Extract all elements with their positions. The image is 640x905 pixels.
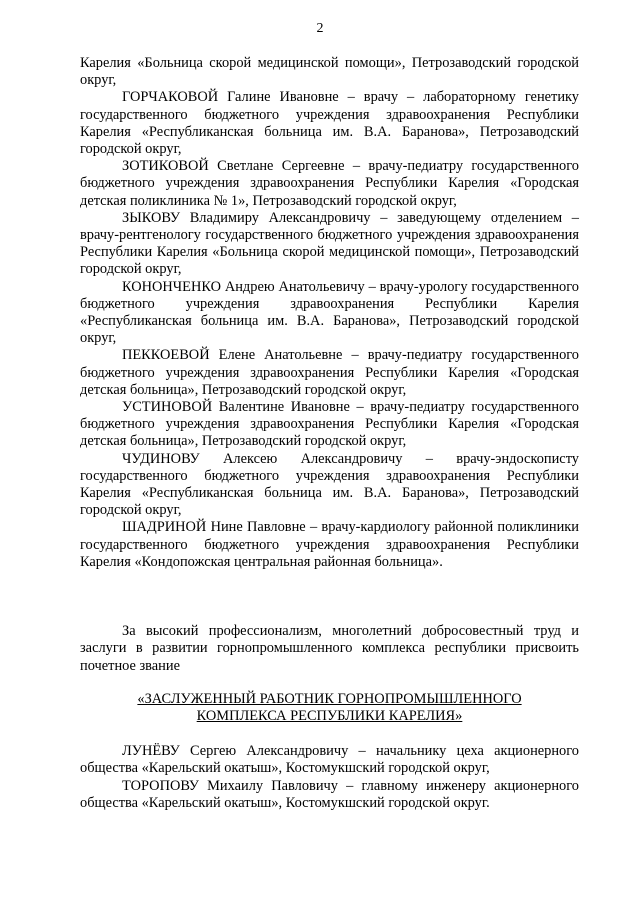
award-intro-paragraph: За высокий профессионализм, многолетний добросовестный труд и заслуги в развитии горнопромышленного комплекса республики присвоить почетное звание: [80, 623, 579, 674]
awardee-paragraph-continued: Карелия «Больница скорой медицинской помощи», Петрозаводский городской округ,: [80, 55, 579, 89]
awardee-paragraph-ustinova: УСТИНОВОЙ Валентине Ивановне – врачу-педиатру государственного бюджетного учреждения здравоохранения Республики Карелия «Городская детская больница», Петрозаводский городской округ,: [80, 399, 579, 450]
honorary-title-line-2: КОМПЛЕКСА РЕСПУБЛИКИ КАРЕЛИЯ»: [196, 707, 463, 724]
title-spacer-bottom: [80, 725, 579, 743]
page-number: 2: [316, 21, 324, 36]
awardee-paragraph-zotikova: ЗОТИКОВОЙ Светлане Сергеевне – врачу-педиатру государственного бюджетного учреждения здравоохранения Республики Карелия «Городская детская поликлиника № 1», Петрозаводский городской округ,: [80, 158, 579, 209]
awardee-paragraph-lunev: ЛУНЁВУ Сергею Александровичу – начальнику цеха акционерного общества «Карельский окатыш», Костомукшский городской округ,: [80, 743, 579, 777]
honorary-title-line-1: «ЗАСЛУЖЕННЫЙ РАБОТНИК ГОРНОПРОМЫШЛЕННОГО: [137, 690, 522, 707]
document-body: [80, 55, 579, 812]
awardee-paragraph-shadrina: ШАДРИНОЙ Нине Павловне – врачу-кардиологу районной поликлиники государственного бюджетного учреждения здравоохранения Республики Карелия «Кондопожская центральная районная больница».: [80, 519, 579, 570]
section-spacer: [80, 571, 579, 623]
awardee-paragraph-chudinov: ЧУДИНОВУ Алексею Александровичу – врачу-эндоскописту государственного бюджетного учреждения здравоохранения Республики Карелия «Республиканская больница им. В.А. Баранова», Петрозаводский городской округ,: [80, 450, 579, 519]
title-spacer-top: [80, 675, 579, 691]
awardee-paragraph-zykov: ЗЫКОВУ Владимиру Александровичу – заведующему отделением – врачу-рентгенологу государственного бюджетного учреждения здравоохранения Республики Карелия «Больница скорой медицинской помощи», Петрозаводский городской округ,: [80, 209, 579, 278]
awardee-paragraph-toropov: ТОРОПОВУ Михаилу Павловичу – главному инженеру акционерного общества «Карельский окатыш», Костомукшский городской округ.: [80, 777, 579, 811]
awardee-paragraph-pekkoeva: ПЕККОЕВОЙ Елене Анатольевне – врачу-педиатру государственного бюджетного учреждения здравоохранения Республики Карелия «Городская детская больница», Петрозаводский городской округ,: [80, 347, 579, 398]
awardee-paragraph-kononchenko: КОНОНЧЕНКО Андрею Анатольевичу – врачу-урологу государственного бюджетного учреждения здравоохранения Республики Карелия «Республиканская больница им. В.А. Баранова», Петрозаводский городской округ,: [80, 278, 579, 347]
awardee-paragraph-gorchakova: ГОРЧАКОВОЙ Галине Ивановне – врачу – лабораторному генетику государственного бюджетного учреждения здравоохранения Республики Карелия «Республиканская больница им. В.А. Баранова», Петрозаводский городской округ,: [80, 89, 579, 158]
